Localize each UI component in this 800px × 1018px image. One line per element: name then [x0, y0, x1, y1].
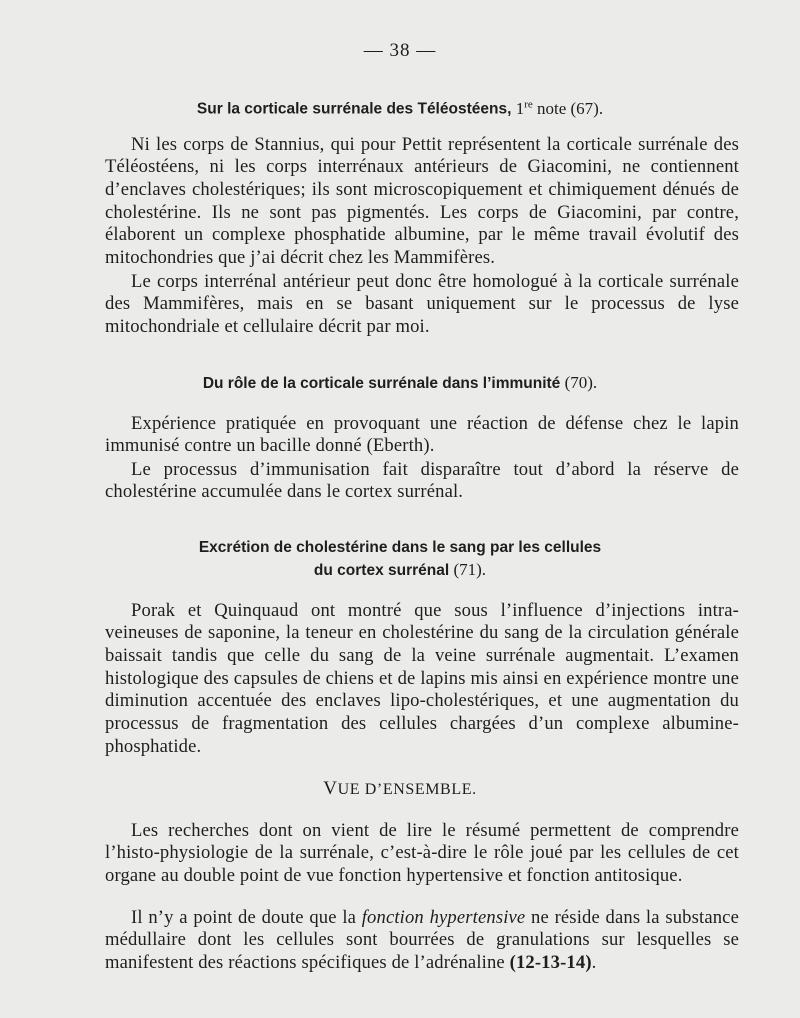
heading-text: Du rôle de la corticale surrénale dans l’immunité [202, 375, 561, 392]
section-title-vue-ensemble [0, 778, 800, 800]
paragraph: Expérience pratiquée en provoquant une réaction de défense chez le lapin immunisé contre un bacille donné (Eberth). [105, 412, 739, 457]
heading-ref-text: (71). [453, 560, 487, 579]
heading-line-2 [90, 559, 710, 582]
paragraph: Le corps interrénal antérieur peut donc être homologué à la corticale surrénale des Mammifères, mais en se basant uniquement sur le processus de lyse mitochondriale et cellulaire décrit par moi. [105, 270, 739, 337]
text-run: ne réside dans la substance médullaire dont les cellules sont bourrées de granulations sur lesquelles se manifestent des réactions spécifiques de l’adrénaline [105, 906, 739, 973]
heading-line-1: Excrétion de cholestérine dans le sang par les cellules [198, 539, 602, 556]
text-run: . [591, 952, 597, 973]
section-heading-excretion [90, 537, 710, 582]
heading-ref-sup: re [524, 98, 533, 110]
page-number: — 38 — [363, 40, 437, 61]
italic-term: fonction hypertensive [361, 906, 526, 928]
section-heading-teleosteens [90, 93, 710, 121]
paragraph: Les recherches dont on vient de lire le résumé permettent de comprendre l’histo-physiologie de la surrénale, c’est-à-dire le rôle joué par les cellules de cet organe au double point de vue fonction hypertensive et fonction antitosique. [105, 819, 739, 886]
heading-text: Sur la corticale surrénale des Téléostéens, [196, 100, 512, 118]
heading-ref-text: note (67). [536, 98, 604, 118]
paragraph: Porak et Quinquaud ont montré que sous l’influence d’injections intra-veineuses de saponine, la teneur en cholestérine du sang de la circulation générale baissait tandis que celle du sang de la veine surrénale augmentait. L’examen histologique des capsules de chiens et de lapins mis ainsi en expérience montre une diminution accentuée des enclaves lipo-cholestériques, et une augmentation du processus de fragmentation des cellules chargées d’un complexe albumine-phosphatide. [105, 599, 739, 757]
bold-references: (12-13-14) [509, 952, 592, 973]
title-rest: UE D’ENSEMBLE. [337, 781, 477, 798]
heading-reference: 1re note (67). [515, 98, 604, 118]
heading-text: du cortex surrénal [313, 562, 450, 579]
section-heading-immunite [90, 372, 710, 395]
paragraph-last [105, 907, 739, 975]
text-run: Il n’y a point de doute que la [131, 906, 362, 928]
paragraph: Ni les corps de Stannius, qui pour Pettit représentent la corticale surrénale des Téléostéens, ni les corps interrénaux antérieurs de Giacomini, ne contiennent d’enclaves cholestériques; ils sont microscopiquement et chimiquement dénués de cholestérine. Ils ne sont pas pigmentés. Les corps de Giacomini, par contre, élaborent un complexe phosphatide albumine, par le même travail évolutif des mitochondries que j’ai décrit chez les Mammifères. [105, 133, 739, 269]
paragraph: Le processus d’immunisation fait disparaître tout d’abord la réserve de cholestérine accumulée dans le cortex surrénal. [105, 458, 739, 503]
heading-ref-text: (70). [564, 373, 598, 392]
title-initial: V [323, 778, 338, 799]
